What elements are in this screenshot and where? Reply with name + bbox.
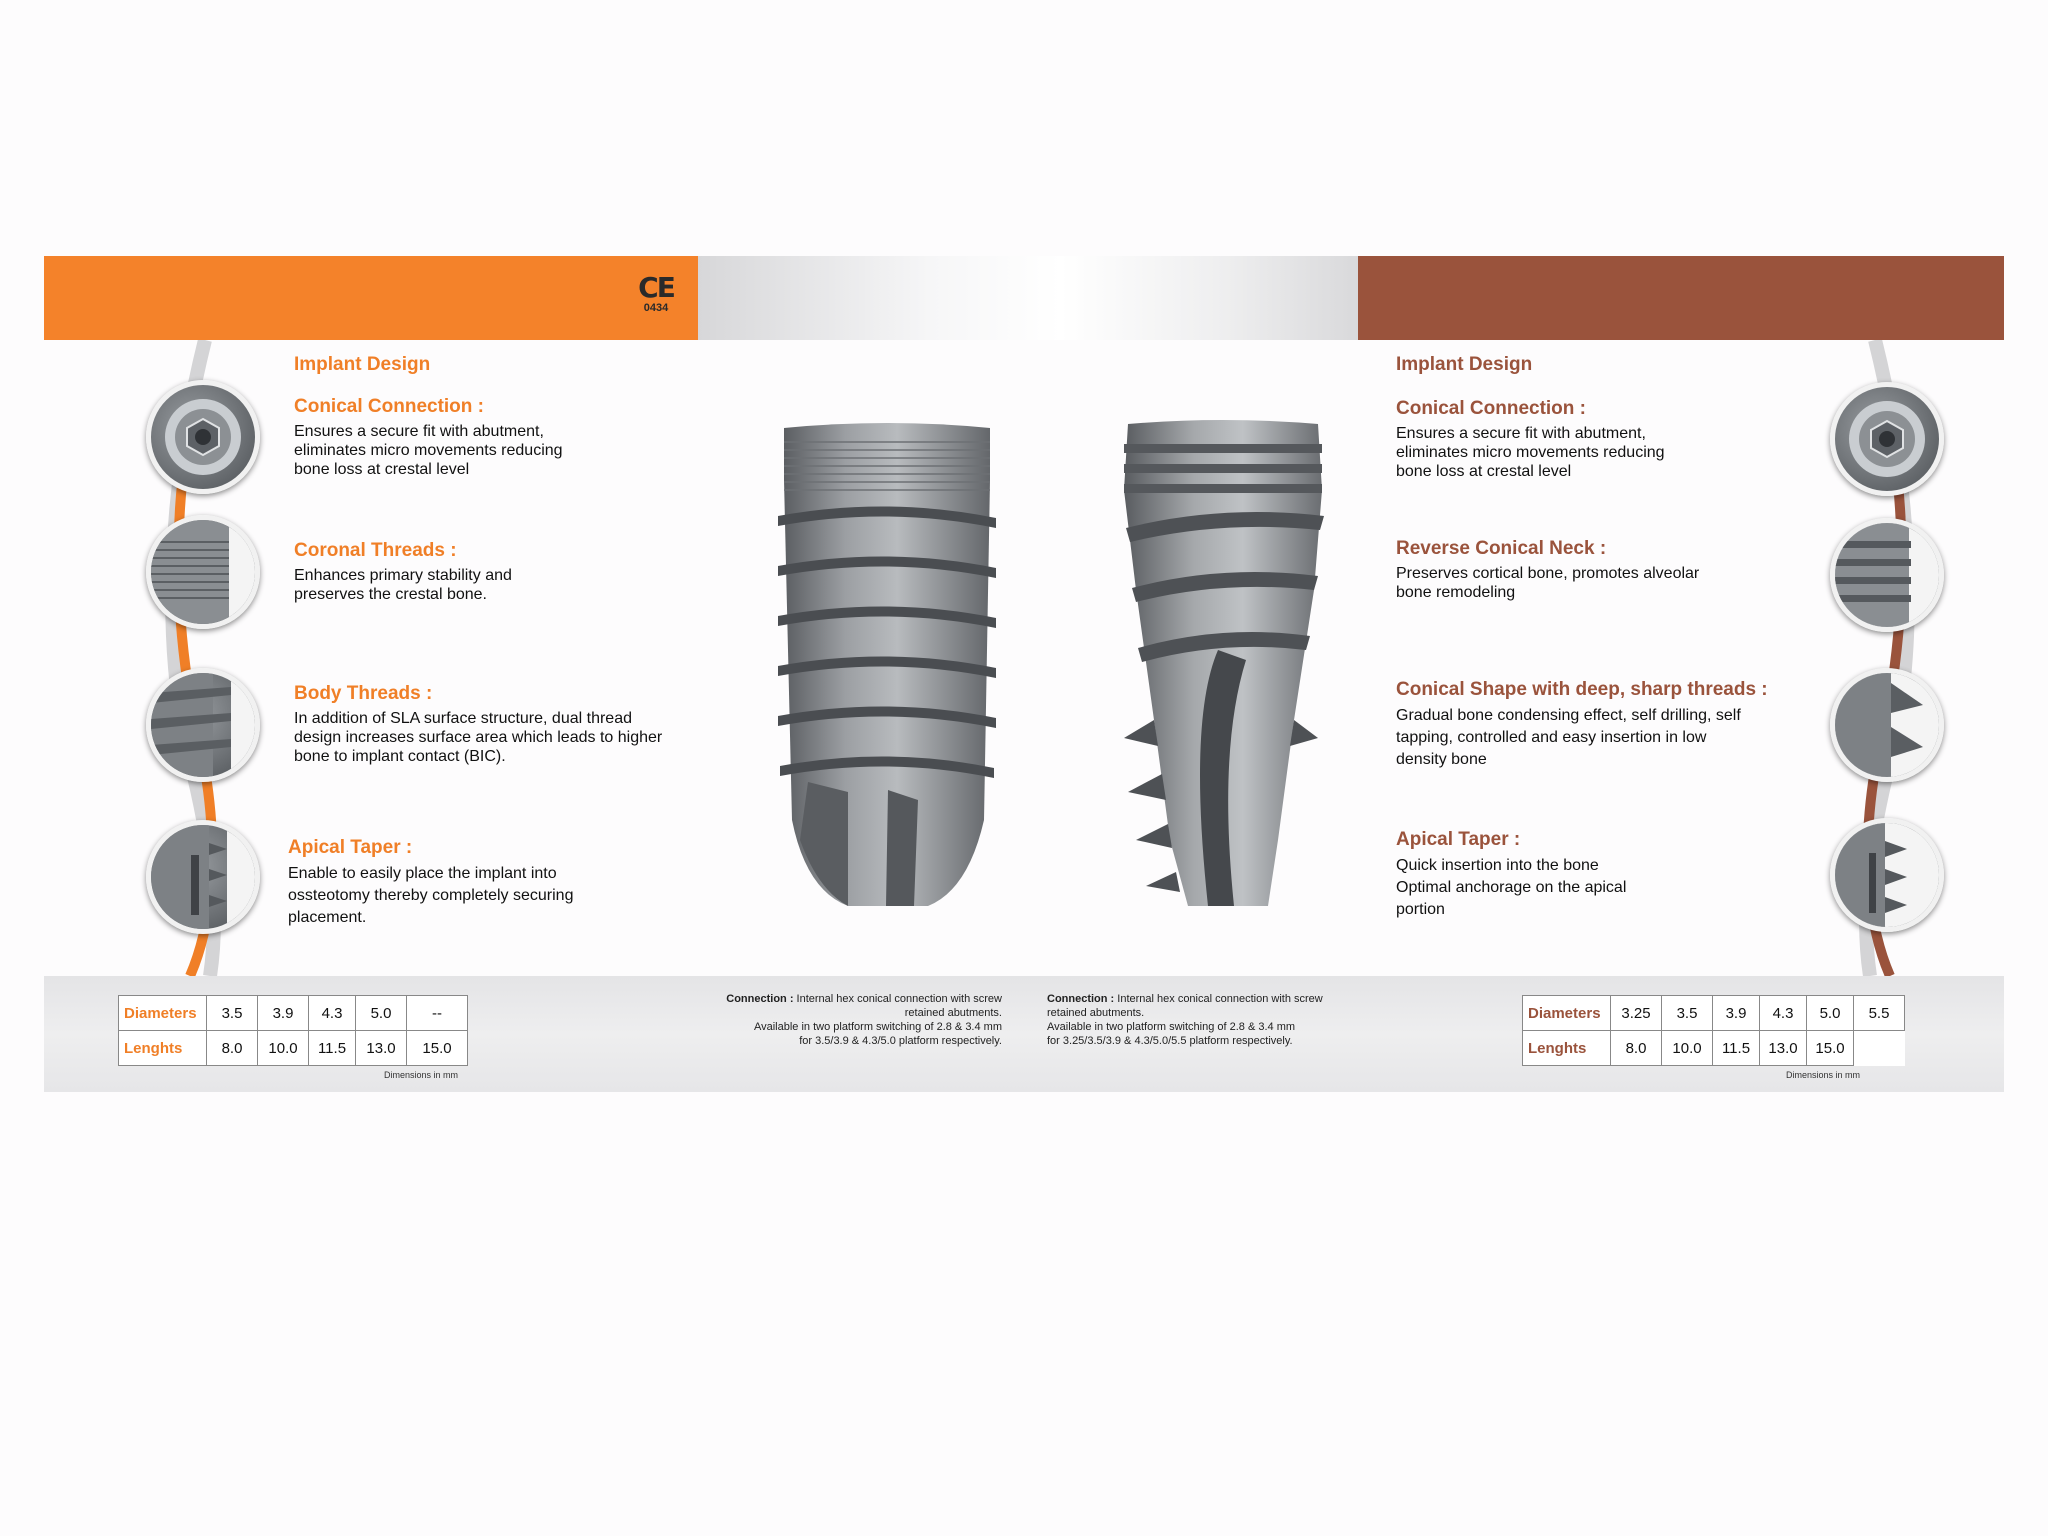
left-feature-coronal-threads — [294, 540, 714, 604]
feature-title: Apical Taper : — [1396, 829, 1521, 850]
apical-taper-icon — [146, 820, 260, 934]
feature-body: Preserves cortical bone, promotes alveolar bone remodeling — [1396, 565, 1700, 601]
apical-taper-icon — [1830, 818, 1944, 932]
table-cell: 8.0 — [207, 1031, 258, 1066]
left-feature-body-threads — [294, 683, 714, 766]
dimensions-note: Dimensions in mm — [1786, 1070, 1861, 1080]
body-threads-icon — [146, 668, 260, 782]
connection-text-3: for 3.5/3.9 & 4.3/5.0 platform respectively. — [799, 1035, 1002, 1047]
table-cell: -- — [407, 996, 468, 1031]
diameters-label: Diameters — [1523, 996, 1611, 1031]
connection-text-2: Available in two platform switching of 2.8 & 3.4 mm — [1047, 1021, 1296, 1033]
table-cell: 5.0 — [1807, 996, 1854, 1031]
implant-image-conical — [1118, 420, 1326, 908]
feature-body: In addition of SLA surface structure, dual thread design increases surface area which leads to higher bone to implant contact (BIC). — [294, 710, 663, 765]
table-cell: 5.0 — [356, 996, 407, 1031]
conical-connection-icon — [1830, 382, 1944, 496]
table-cell: 3.25 — [1611, 996, 1662, 1031]
feature-title: Apical Taper : — [288, 837, 413, 858]
table-cell: 11.5 — [1713, 1031, 1760, 1066]
conical-connection-icon — [146, 380, 260, 494]
reverse-conical-neck-icon — [1830, 518, 1944, 632]
coronal-threads-icon — [146, 515, 260, 629]
table-cell: 3.5 — [1662, 996, 1713, 1031]
feature-title: Body Threads : — [294, 683, 433, 704]
feature-title: Reverse Conical Neck : — [1396, 538, 1607, 559]
ce-mark — [638, 271, 674, 314]
connection-label: Connection : — [1047, 993, 1115, 1005]
table-cell: 10.0 — [258, 1031, 309, 1066]
table-cell: 4.3 — [309, 996, 356, 1031]
feature-body: Enable to easily place the implant into ossteotomy thereby completely securing placement. — [288, 865, 574, 926]
header-bar-left — [44, 256, 698, 340]
table-row — [1523, 1031, 1905, 1066]
left-feature-conical-connection — [294, 396, 714, 479]
lengths-label: Lenghts — [119, 1031, 207, 1066]
table-row — [119, 1031, 468, 1066]
table-cell: 3.9 — [1713, 996, 1760, 1031]
table-cell: 3.9 — [258, 996, 309, 1031]
right-section-title: Implant Design — [1396, 354, 1533, 375]
right-feature-sharp-threads — [1396, 679, 1816, 771]
feature-title: Conical Connection : — [1396, 398, 1586, 419]
connection-text: Internal hex conical connection with screw retained abutments. — [1047, 993, 1323, 1019]
table-cell: 13.0 — [1760, 1031, 1807, 1066]
dimensions-note: Dimensions in mm — [384, 1070, 459, 1080]
feature-title: Conical Shape with deep, sharp threads : — [1396, 679, 1768, 700]
sharp-threads-icon — [1830, 668, 1944, 782]
feature-title: Conical Connection : — [294, 396, 484, 417]
table-cell: 11.5 — [309, 1031, 356, 1066]
connection-label: Connection : — [726, 993, 794, 1005]
ce-number: 0434 — [643, 302, 669, 314]
left-feature-apical-taper — [288, 837, 708, 929]
table-row — [119, 996, 468, 1031]
table-cell: 15.0 — [1807, 1031, 1854, 1066]
header-bar-right — [1358, 256, 2004, 340]
feature-body: Enhances primary stability and preserves the crestal bone. — [294, 567, 512, 603]
feature-body: Quick insertion into the bone Optimal anchorage on the apical portion — [1396, 857, 1627, 918]
left-connection-note — [712, 992, 1002, 1048]
table-cell: 13.0 — [356, 1031, 407, 1066]
lengths-label: Lenghts — [1523, 1031, 1611, 1066]
feature-body: Ensures a secure fit with abutment, eliminates micro movements reducing bone loss at crestal level — [294, 423, 563, 478]
connection-text: Internal hex conical connection with screw retained abutments. — [796, 993, 1002, 1019]
connection-text-3: for 3.25/3.5/3.9 & 4.3/5.0/5.5 platform respectively. — [1047, 1035, 1293, 1047]
table-cell: 3.5 — [207, 996, 258, 1031]
feature-body: Ensures a secure fit with abutment, eliminates micro movements reducing bone loss at crestal level — [1396, 425, 1665, 480]
diameters-label: Diameters — [119, 996, 207, 1031]
right-spec-table — [1522, 995, 1905, 1066]
left-spec-table — [118, 995, 468, 1066]
right-feature-reverse-conical-neck — [1396, 538, 1816, 602]
left-section-title: Implant Design — [294, 354, 431, 375]
ce-symbol: CE — [638, 271, 674, 304]
right-feature-conical-connection — [1396, 398, 1816, 481]
right-feature-apical-taper — [1396, 829, 1816, 921]
connection-text-2: Available in two platform switching of 2.8 & 3.4 mm — [753, 1021, 1002, 1033]
header-bar-center — [698, 256, 1358, 340]
implant-image-straight — [778, 420, 996, 908]
feature-title: Coronal Threads : — [294, 540, 457, 561]
table-cell: 10.0 — [1662, 1031, 1713, 1066]
empty-cell — [1854, 1031, 1905, 1066]
table-cell: 15.0 — [407, 1031, 468, 1066]
table-cell: 4.3 — [1760, 996, 1807, 1031]
feature-body: Gradual bone condensing effect, self drilling, self tapping, controlled and easy insertion in low density bone — [1396, 707, 1741, 768]
right-connection-note — [1047, 992, 1337, 1048]
table-row — [1523, 996, 1905, 1031]
table-cell: 8.0 — [1611, 1031, 1662, 1066]
table-cell: 5.5 — [1854, 996, 1905, 1031]
